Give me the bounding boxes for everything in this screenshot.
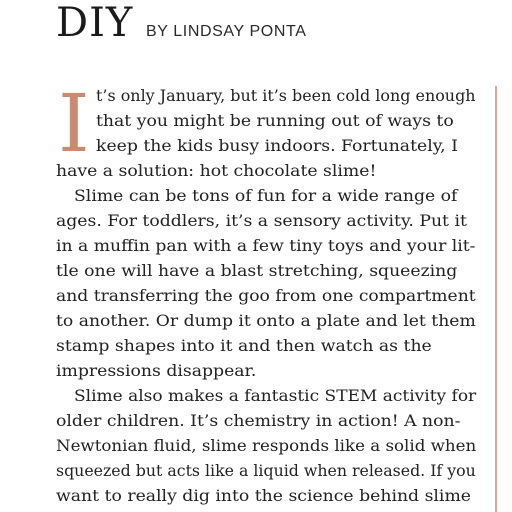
text-line: want to really dig into the science behind slime: [56, 487, 471, 505]
text-line: Slime also makes a fantastic STEM activity for: [74, 387, 477, 405]
text-line: keep the kids busy indoors. Fortunately, I: [96, 137, 458, 155]
column-rule: [495, 86, 497, 512]
text-line: stamp shapes into it and then watch as the: [56, 337, 432, 355]
text-line: have a solution: hot chocolate slime!: [56, 162, 377, 180]
text-line: that you might be running out of ways to: [96, 112, 454, 130]
text-line: ages. For toddlers, it’s a sensory activity. Put it: [56, 212, 467, 230]
text-line: tle one will have a blast stretching, squeezing: [56, 262, 458, 280]
section-title: DIY: [56, 0, 134, 46]
text-line: to another. Or dump it onto a plate and let them: [56, 312, 476, 330]
text-line: squeezed but acts like a liquid when released. If you: [56, 462, 476, 480]
text-line: t’s only January, but it’s been cold long enough: [96, 87, 476, 105]
text-line: in a muffin pan with a few tiny toys and your lit-: [56, 237, 476, 255]
text-line: impressions disappear.: [56, 362, 257, 380]
text-line: and transferring the goo from one compartment: [56, 287, 476, 305]
article-body: [56, 77, 477, 512]
author-byline: BY LINDSAY PONTA: [146, 23, 307, 40]
text-line: Newtonian fluid, slime responds like a solid when: [56, 437, 477, 455]
drop-cap: I: [58, 77, 90, 170]
text-line: Slime can be tons of fun for a wide range of: [74, 187, 458, 205]
text-line: older children. It’s chemistry in action! A non-: [56, 412, 461, 430]
